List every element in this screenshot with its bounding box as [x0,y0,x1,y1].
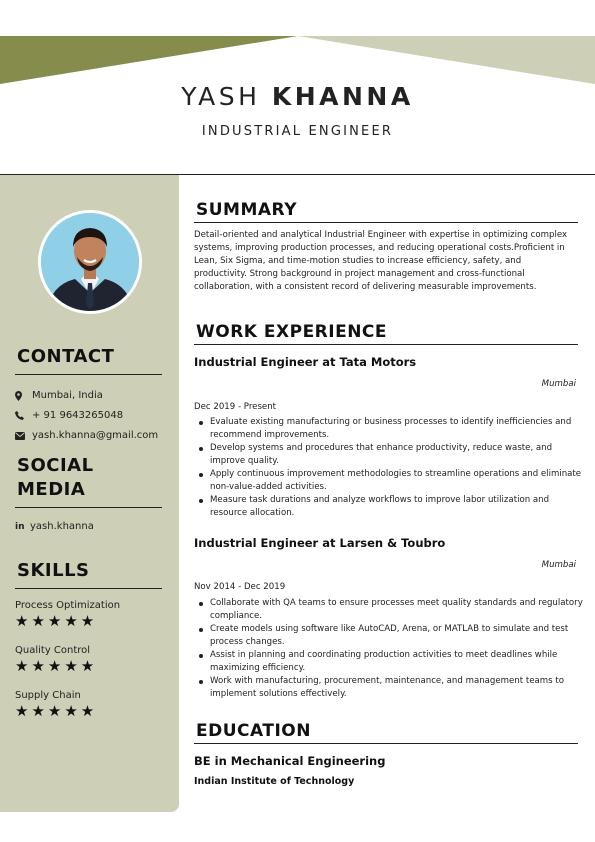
job-bullets [194,597,584,701]
phone-text: + 91 9643265048 [32,410,124,421]
email-icon [15,432,32,440]
list-item: Assist in planning and coordinating production activities to meet deadlines while maximizing efficiency. [194,649,584,675]
job-location: Mumbai [541,379,576,389]
social-heading [17,454,94,502]
summary-heading: SUMMARY [196,200,298,220]
skill-name: Process Optimization [15,600,121,611]
social-heading-line1: SOCIAL [17,455,94,476]
job-bullets [194,416,584,520]
skill-rating-stars: ★★★★★ [15,612,98,630]
skill-name: Supply Chain [15,690,81,701]
skill-rating-stars: ★★★★★ [15,657,98,675]
list-item: Create models using software like AutoCAD, Arena, or MATLAB to simulate and test process changes. [194,623,584,649]
last-name: KHANNA [271,82,414,111]
job-dates: Nov 2014 - Dec 2019 [194,582,286,592]
job-title: Industrial Engineer at Tata Motors [194,355,417,369]
list-item: Work with manufacturing, procurement, maintenance, and management teams to implement solutions effectively. [194,675,584,701]
first-name: YASH [181,82,261,111]
skills-divider [15,588,162,589]
list-item: Collaborate with QA teams to ensure processes meet quality standards and regulatory compliance. [194,597,584,623]
phone-icon [15,411,32,420]
skill-name: Quality Control [15,645,91,656]
skills-heading: SKILLS [17,560,90,581]
social-divider [15,507,162,508]
job-location: Mumbai [541,560,576,570]
summary-text: Detail-oriented and analytical Industrial Engineer with expertise in optimizing complex systems, improving production processes, and reducing operational costs.Proficient in Lean, Six Sigma, and time-motion studies to increase efficiency, safety, and productivity. Strong background in project management and cross-functional collaboration, with a consistent record of delivering measurable improvements. [194,230,568,292]
list-item: Develop systems and procedures that enhance productivity, reduce waste, and improve quality. [194,442,584,468]
list-item: Apply continuous improvement methodologies to streamline operations and eliminate non-value-added activities. [194,468,584,494]
social-heading-line2: MEDIA [17,479,86,500]
experience-heading: WORK EXPERIENCE [196,322,388,342]
education-heading: EDUCATION [196,721,311,741]
list-item: Measure task durations and analyze workflows to improve labor utilization and resource allocation. [194,494,584,520]
contact-email[interactable] [15,430,158,441]
skill-rating-stars: ★★★★★ [15,702,98,720]
education-school: Indian Institute of Technology [194,776,355,787]
job-title: Industrial Engineer at Larsen & Toubro [194,536,446,550]
contact-divider [15,374,162,375]
linkedin-icon: in [15,521,25,532]
education-degree: BE in Mechanical Engineering [194,754,386,768]
banner-left-shape [0,36,298,84]
contact-location [15,390,103,401]
social-linkedin[interactable] [15,521,94,532]
education-divider [194,743,578,744]
email-text: yash.khanna@gmail.com [32,430,159,441]
linkedin-text: yash.khanna [30,521,94,532]
job-dates: Dec 2019 - Present [194,402,277,412]
job-role: INDUSTRIAL ENGINEER [201,124,394,139]
contact-heading: CONTACT [17,346,115,367]
candidate-name [0,82,595,111]
location-pin-icon [15,391,32,401]
contact-phone [15,410,123,421]
experience-divider [194,344,578,345]
list-item: Evaluate existing manufacturing or business processes to identify inefficiencies and recommend improvements. [194,416,584,442]
location-text: Mumbai, India [32,390,103,401]
profile-photo [38,210,142,314]
person-avatar-icon [41,213,139,311]
summary-divider [194,222,578,223]
banner-right-shape [298,36,595,84]
